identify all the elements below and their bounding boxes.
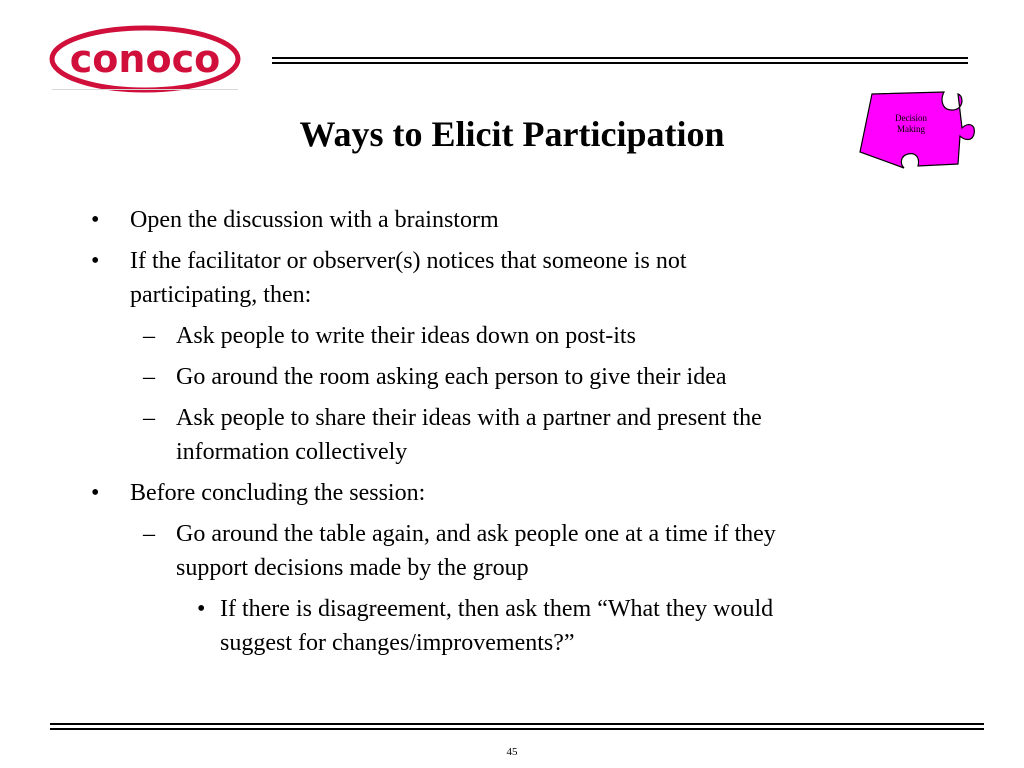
bullet-text: Before concluding the session: (130, 480, 426, 506)
slide-title: Ways to Elicit Participation (299, 114, 725, 154)
page-number: 45 (506, 746, 518, 758)
bullet-text: If the facilitator or observer(s) notices that someone is not (130, 248, 687, 274)
sub-bullet-text: support decisions made by the group (176, 555, 529, 581)
dash-marker: – (143, 364, 155, 390)
sub-bullet-text: information collectively (176, 439, 408, 465)
bullet-marker: • (91, 480, 100, 506)
dash-marker: – (143, 405, 155, 431)
sub-bullet-text: Ask people to write their ideas down on post-its (176, 323, 636, 349)
bullet-marker: • (91, 207, 100, 233)
badge-label-line: Decision (895, 113, 927, 123)
bullet-text: participating, then: (130, 282, 312, 308)
dash-marker: – (143, 323, 155, 349)
bullet-marker: • (197, 596, 206, 622)
sub-sub-bullet-text: suggest for changes/improvements?” (220, 630, 575, 656)
dash-marker: – (143, 521, 155, 547)
sub-bullet-text: Go around the table again, and ask people one at a time if they (176, 521, 776, 547)
bullet-text: Open the discussion with a brainstorm (130, 207, 499, 233)
logo-text: conoco (69, 37, 221, 81)
footer-rule (50, 728, 984, 730)
sub-sub-bullet-text: If there is disagreement, then ask them “What they would (220, 596, 774, 622)
footer-rule (50, 723, 984, 725)
sub-bullet-text: Go around the room asking each person to give their idea (176, 364, 727, 390)
badge-label-line: Making (897, 124, 925, 134)
sub-bullet-text: Ask people to share their ideas with a partner and present the (176, 405, 762, 431)
bullet-marker: • (91, 248, 100, 274)
